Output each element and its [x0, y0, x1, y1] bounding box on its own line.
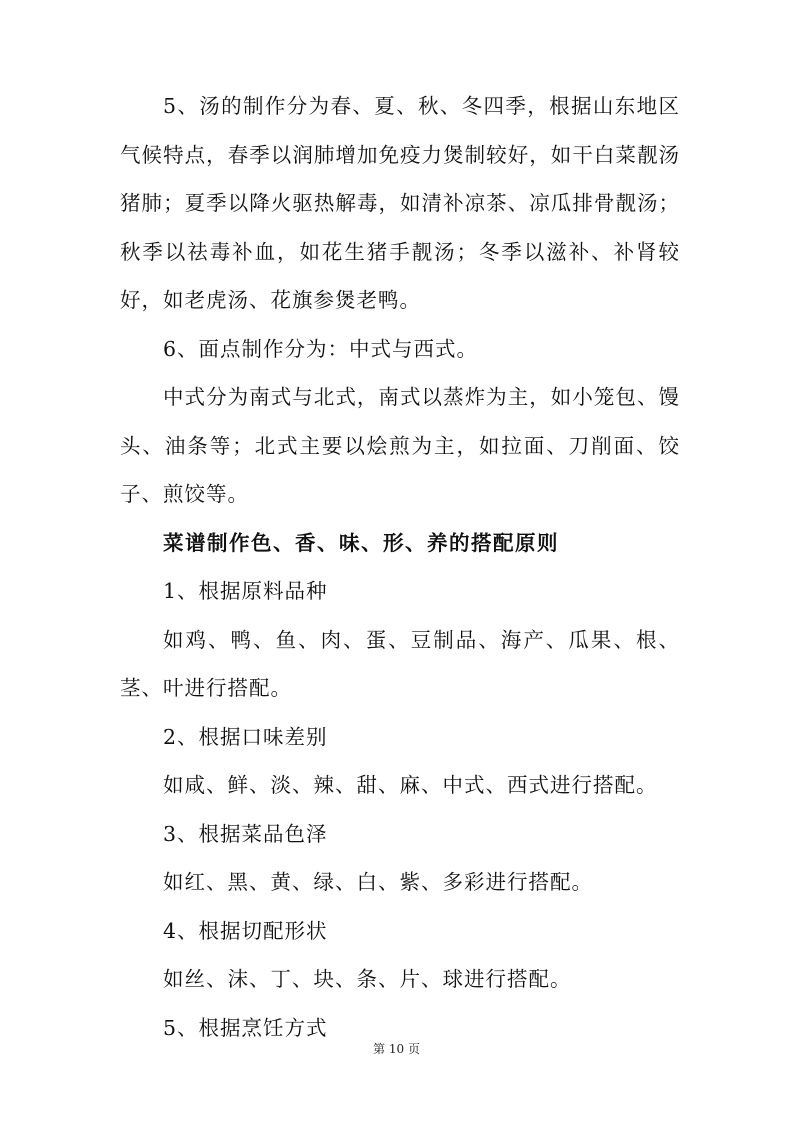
paragraph-ingredients: 如鸡、鸭、鱼、肉、蛋、豆制品、海产、瓜果、根、茎、叶进行搭配。: [120, 627, 680, 700]
paragraph-soup-seasons: 5、汤的制作分为春、夏、秋、冬四季，根据山东地区气候特点，春季以润肺增加免疫力煲制较好，如干白菜靓汤猪肺；夏季以降火驱热解毒，如清补凉茶、凉瓜排骨靓汤；秋季以祛毒补血，如花生猪手靓汤；冬季以滋补、补肾较好，如老虎汤、花旗参煲老鸭。: [120, 94, 680, 312]
paragraph-pastry-types: 6、面点制作分为：中式与西式。: [163, 336, 479, 361]
paragraph-flavor: 如咸、鲜、淡、辣、甜、麻、中式、西式进行搭配。: [163, 773, 658, 797]
paragraph-color: 如红、黑、黄、绿、白、紫、多彩进行搭配。: [163, 870, 593, 894]
page-number: 第 10 页: [373, 1042, 420, 1056]
paragraph-chinese-pastry: 中式分为南式与北式，南式以蒸炸为主，如小笼包、馒头、油条等；北式主要以烩煎为主，如拉面、刀削面、饺子、煎饺等。: [120, 385, 680, 506]
item-heading-color: 3、根据菜品色泽: [163, 821, 328, 846]
item-heading-cooking: 5、根据烹饪方式: [163, 1015, 328, 1040]
document-body: [120, 82, 680, 1052]
item-heading-flavor: 2、根据口味差别: [163, 724, 328, 749]
paragraph-shape: 如丝、沫、丁、块、条、片、球进行搭配。: [163, 967, 572, 991]
item-heading-shape: 4、根据切配形状: [163, 918, 328, 943]
section-heading: 菜谱制作色、香、味、形、养的搭配原则: [163, 530, 559, 555]
item-heading-ingredients: 1、根据原料品种: [163, 579, 328, 603]
